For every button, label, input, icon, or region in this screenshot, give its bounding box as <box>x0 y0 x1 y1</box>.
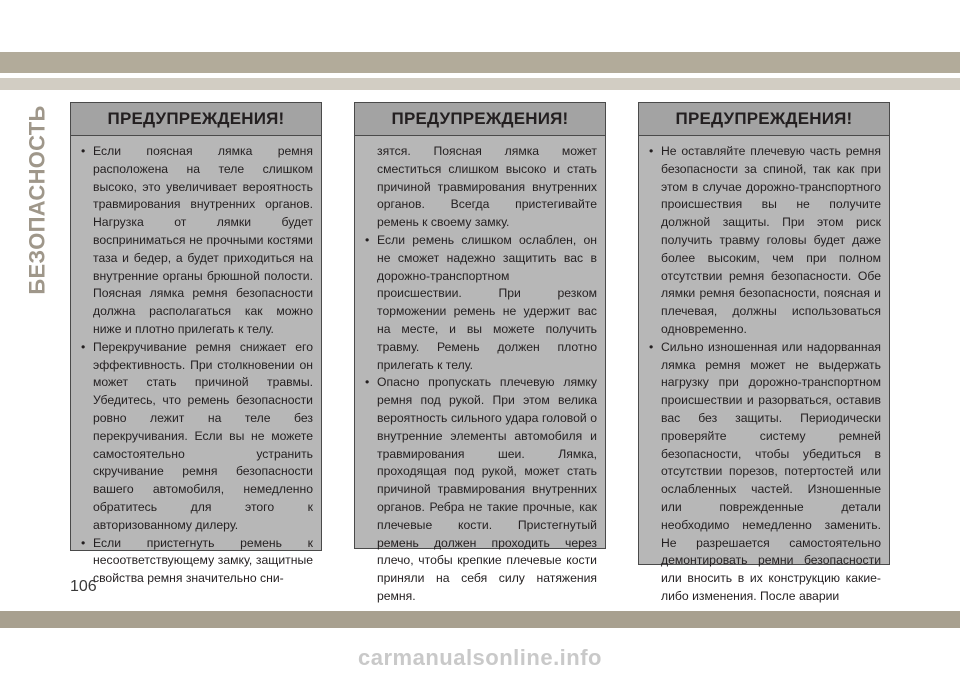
warning-heading: ПРЕДУПРЕЖДЕНИЯ! <box>639 103 889 136</box>
watermark: carmanualsonline.info <box>358 645 602 670</box>
warning-item: • Если ремень слишком ослаблен, он не сможет надежно защитить вас в дорожно-транспортном происшествии. При резком торможении ремень не удержит вас на месте, и вы можете получить травму. Ремень должен плотно прилегать к телу. <box>363 232 597 374</box>
warning-item: • Если поясная лямка ремня расположена на теле слишком высоко, это увеличивает вероятность травмирования внутренних органов. Нагрузка от лямки будет восприниматься не прочными костями таза и бедер, а будет приходиться на внутренние органы брюшной полости. Поясная лямка ремня безопасности должна располагаться как можно ниже и плотно прилегать к телу. <box>79 143 313 339</box>
warning-item: • Если пристегнуть ремень к несоответствующему замку, защитные свойства ремня значительно сни- <box>79 535 313 588</box>
footer-band <box>0 611 960 628</box>
warning-item: • Сильно изношенная или надорванная лямка ремня может не выдержать нагрузку при дорожно-транспортном происшествии и разорваться, оставив вас без защиты. Периодически проверяйте систему ремней безопасности, чтобы убедиться в отсутствии порезов, потертостей или ослабленных частей. Изношенные или поврежденные детали необходимо немедленно заменить. Не разрешается самостоятельно демонтировать ремни безопасности или вносить в их конструкцию какие-либо изменения. После аварии <box>647 339 881 606</box>
warning-item: • Не оставляйте плечевую часть ремня безопасности за спиной, так как при этом в случае дорожно-транспортного происшествия вы не получите должной защиты. При этом риск получить травму головы будет даже более высоким, чем при полном отсутствии ремня безопасности. Обе лямки ремня безопасности, поясная и плечевая, должны использоваться одновременно. <box>647 143 881 339</box>
warning-heading: ПРЕДУПРЕЖДЕНИЯ! <box>355 103 605 136</box>
warning-item: • Перекручивание ремня снижает его эффективность. При столкновении он может стать причиной травмы. Убедитесь, что ремень безопасности ровно лежит на теле без перекручивания. Если вы не можете самостоятельно устранить скручивание ремня безопасности вашего автомобиля, немедленно обратитесь для этого к авторизованному дилеру. <box>79 339 313 535</box>
section-title: БЕЗОПАСНОСТЬ <box>25 105 51 295</box>
warning-box-2 <box>354 102 606 603</box>
warning-item: • Опасно пропускать плечевую лямку ремня под рукой. При этом велика вероятность сильного удара головой о внутренние элементы автомобиля и травмирования шеи. Лямка, проходящая под рукой, может стать причиной травмирования внутренних органов. Ребра не такие прочные, как плечевые кости. Пристегнутый ремень должен проходить через плечо, чтобы крепкие плечевые кости приняли на себя силу натяжения ремня. <box>363 374 597 605</box>
warning-list <box>79 143 313 588</box>
header-band <box>0 52 960 73</box>
warning-list <box>647 143 881 606</box>
warning-heading: ПРЕДУПРЕЖДЕНИЯ! <box>71 103 321 136</box>
header-stripe <box>0 78 960 90</box>
warning-box-1 <box>70 102 322 586</box>
warning-body <box>355 136 605 612</box>
warning-box-3 <box>638 102 890 603</box>
warning-body <box>71 136 321 594</box>
page-number: 106 <box>70 578 97 595</box>
section-tab <box>22 97 54 303</box>
warning-body <box>639 136 889 612</box>
warning-item-continuation: зятся. Поясная лямка может сместиться слишком высоко и стать причиной травмирования внутренних органов. Всегда пристегивайте ремень к своему замку. <box>377 144 597 230</box>
warning-list <box>363 143 597 606</box>
